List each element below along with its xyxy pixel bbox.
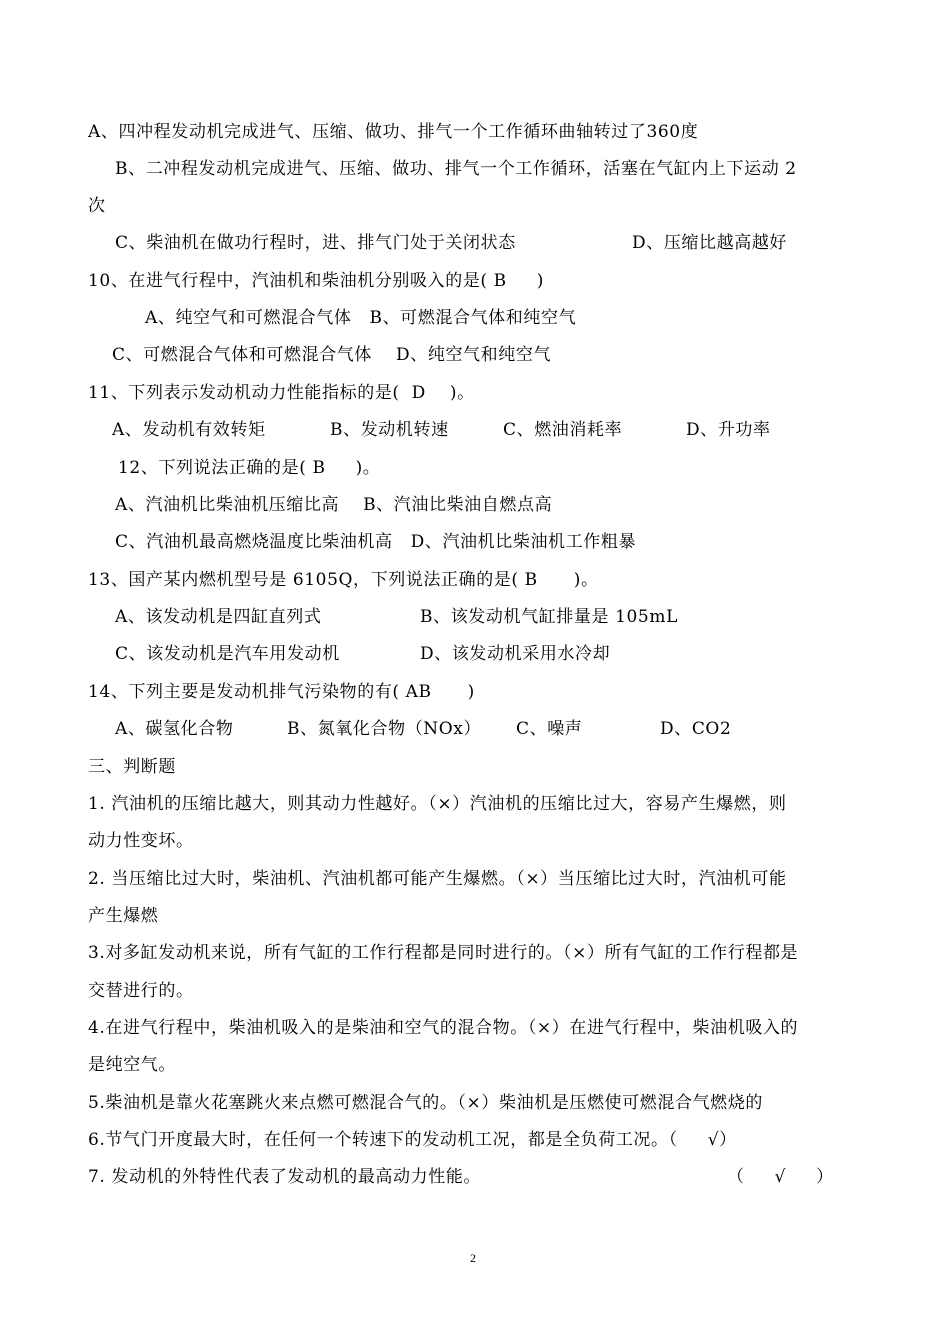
option-line: A、汽油机比柴油机压缩比高 B、汽油比柴油自燃点高 — [115, 495, 553, 515]
option-line: C、噪声 — [516, 719, 583, 739]
question-line: 12、下列说法正确的是( B )。 — [118, 458, 381, 478]
judgment-line: 动力性变坏。 — [88, 831, 194, 851]
question-line: 11、下列表示发动机动力性能指标的是( D )。 — [88, 383, 475, 403]
judgment-line: 7. 发动机的外特性代表了发动机的最高动力性能。 — [88, 1167, 482, 1187]
option-line: C、柴油机在做功行程时，进、排气门处于关闭状态 — [115, 233, 516, 253]
judgment-line: 1. 汽油机的压缩比越大，则其动力性越好。（×）汽油机的压缩比过大，容易产生爆燃，则 — [88, 794, 787, 814]
judgment-line: 4.在进气行程中，柴油机吸入的是柴油和空气的混合物。（×）在进气行程中，柴油机吸入的 — [88, 1018, 799, 1038]
text-line: 次 — [88, 196, 106, 216]
option-line: C、该发动机是汽车用发动机 — [115, 644, 340, 664]
section-heading: 三、判断题 — [88, 757, 176, 777]
judgment-line: 3.对多缸发动机来说，所有气缸的工作行程都是同时进行的。（×）所有气缸的工作行程都是 — [88, 943, 799, 963]
question-line: 14、下列主要是发动机排气污染物的有( AB ) — [88, 682, 475, 702]
judgment-line: 是纯空气。 — [88, 1055, 176, 1075]
answer-mark: （ √ ） — [727, 1167, 834, 1187]
option-line: D、升功率 — [686, 420, 771, 440]
option-line: B、氮氧化合物（NOx） — [287, 719, 482, 739]
option-line: A、四冲程发动机完成进气、压缩、做功、排气一个工作循环曲轴转过了360度 — [88, 122, 699, 142]
judgment-line: 2. 当压缩比过大时，柴油机、汽油机都可能产生爆燃。（×）当压缩比过大时，汽油机可能 — [88, 869, 787, 889]
option-line: C、可燃混合气体和可燃混合气体 D、纯空气和纯空气 — [112, 345, 552, 365]
judgment-line: 6.节气门开度最大时，在任何一个转速下的发动机工况，都是全负荷工况。（ √） — [88, 1130, 737, 1150]
option-line: A、纯空气和可燃混合气体 B、可燃混合气体和纯空气 — [145, 308, 577, 328]
option-line: C、汽油机最高燃烧温度比柴油机高 D、汽油机比柴油机工作粗暴 — [115, 532, 637, 552]
option-line: B、该发动机气缸排量是 105mL — [420, 607, 678, 627]
option-line: D、该发动机采用水冷却 — [420, 644, 611, 664]
judgment-line: 5.柴油机是靠火花塞跳火来点燃可燃混合气的。（×）柴油机是压燃使可燃混合气燃烧的 — [88, 1093, 763, 1113]
option-line: A、碳氢化合物 — [115, 719, 234, 739]
judgment-line: 交替进行的。 — [88, 981, 194, 1001]
judgment-line: 产生爆燃 — [88, 906, 159, 926]
question-line: 13、国产某内燃机型号是 6105Q，下列说法正确的是( B )。 — [88, 570, 599, 590]
option-line: D、CO2 — [660, 719, 732, 739]
option-line: A、该发动机是四缸直列式 — [115, 607, 322, 627]
question-line: 10、在进气行程中，汽油机和柴油机分别吸入的是( B ) — [88, 271, 545, 291]
page-number: 2 — [470, 1251, 476, 1265]
option-line: C、燃油消耗率 — [503, 420, 623, 440]
option-line: B、发动机转速 — [330, 420, 449, 440]
option-line: D、压缩比越高越好 — [632, 233, 788, 253]
option-line: A、发动机有效转矩 — [112, 420, 266, 440]
option-line: B、二冲程发动机完成进气、压缩、做功、排气一个工作循环，活塞在气缸内上下运动 2 — [115, 159, 797, 179]
